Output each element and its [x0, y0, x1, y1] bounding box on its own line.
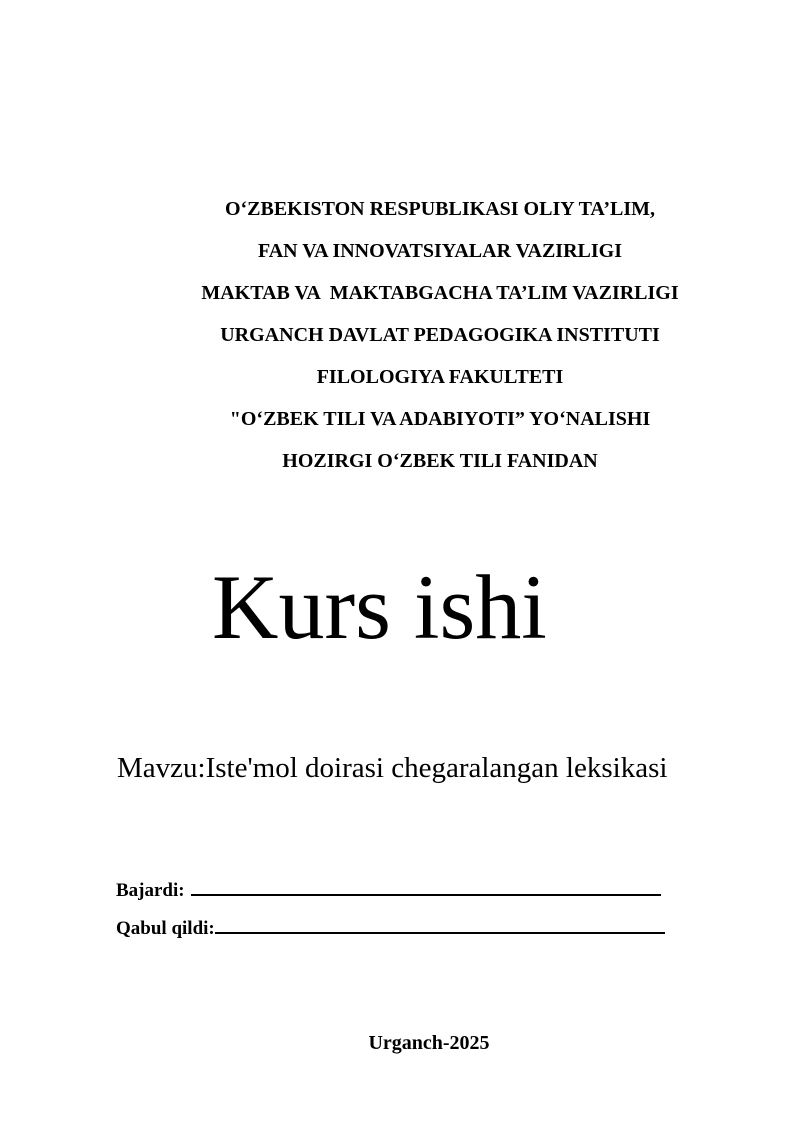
performed-by-underline — [191, 876, 661, 896]
document-title: Kurs ishi — [212, 556, 547, 658]
header-line-ministry: O‘ZBEKISTON RESPUBLIKASI OLIY TA’LIM, — [224, 198, 656, 220]
city-year-footer: Urganch-2025 — [368, 1032, 490, 1054]
institution-header — [0, 188, 800, 482]
performed-by-row — [116, 876, 661, 906]
header-line-subject: HOZIRGI O‘ZBEK TILI FANIDAN — [282, 450, 598, 472]
header-line-school-ministry: MAKTAB VA MAKTABGACHA TA’LIM VAZIRLIGI — [201, 282, 679, 304]
accepted-by-row — [116, 914, 665, 944]
performed-by-label: Bajardi: — [116, 880, 185, 901]
header-line-faculty: FILOLOGIYA FAKULTETI — [316, 366, 564, 388]
header-line-ministry-cont: FAN VA INNOVATSIYALAR VAZIRLIGI — [257, 240, 622, 262]
accepted-by-label: Qabul qildi: — [116, 918, 215, 939]
header-line-program: "O‘ZBEK TILI VA ADABIYOTI” YO‘NALISHI — [229, 408, 651, 430]
accepted-by-underline — [215, 914, 665, 934]
header-line-institute: URGANCH DAVLAT PEDAGOGIKA INSTITUTI — [220, 324, 660, 346]
topic-line: Mavzu:Iste'mol doirasi chegaralangan leksikasi — [117, 752, 668, 784]
